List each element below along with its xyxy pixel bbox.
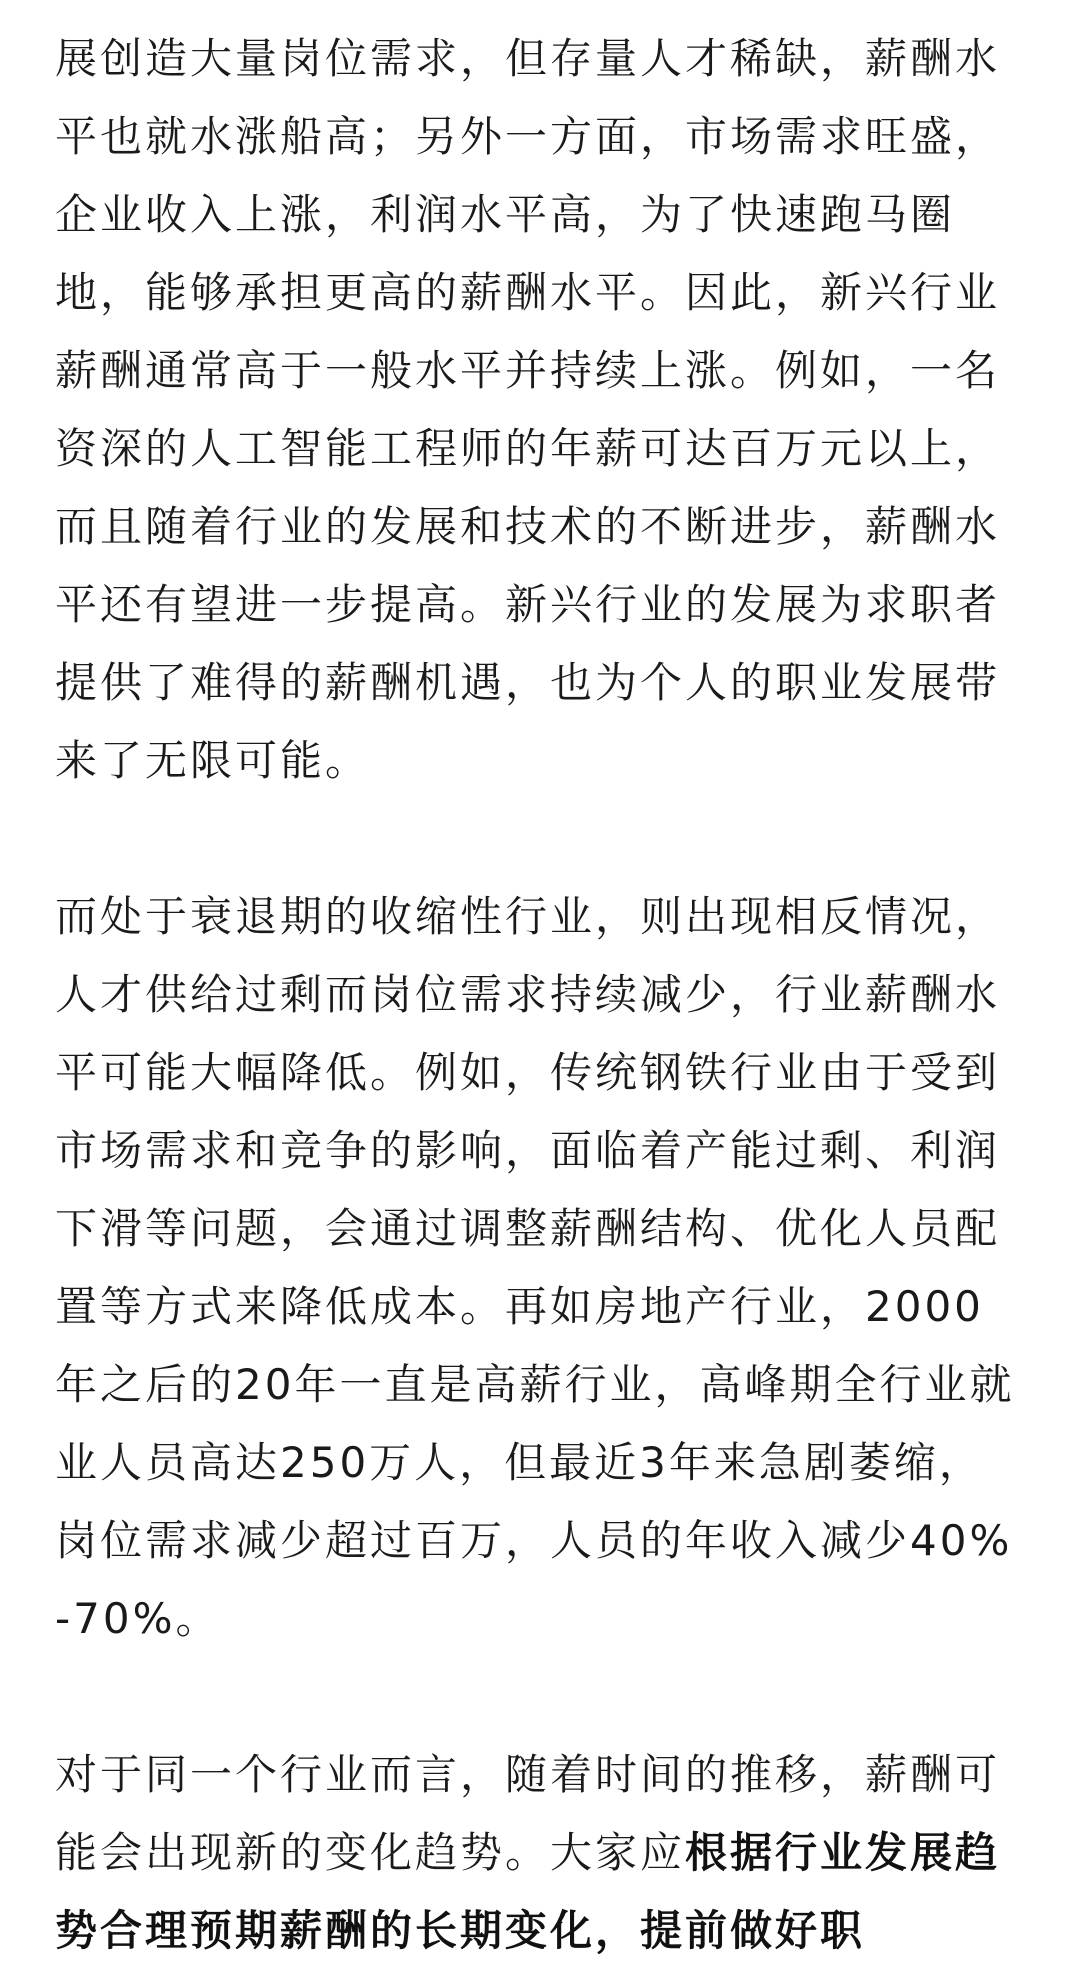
article-body bbox=[55, 0, 1025, 1970]
paragraph-same-industry-trend bbox=[55, 1736, 1025, 1970]
paragraph-text: 而处于衰退期的收缩性行业，则出现相反情况，人才供给过剩而岗位需求持续减少，行业薪酬水平可能大幅降低。例如，传统钢铁行业由于受到市场需求和竞争的影响，面临着产能过剩、利润下滑等问题，会通过调整薪酬结构、优化人员配置等方式来降低成本。再如房地产行业，2000年之后的20年一直是高薪行业，高峰期全行业就业人员高达250万人，但最近3年来急剧萎缩，岗位需求减少超过百万，人员的年收入减少40%-70%。 bbox=[55, 892, 1015, 1643]
paragraph-emerging-industries bbox=[55, 20, 1025, 800]
paragraph-declining-industries bbox=[55, 878, 1025, 1658]
paragraph-bold-emphasis: 根据行业发展趋势合理预期薪酬的长期变化，提前做好职 bbox=[55, 1828, 1001, 1955]
paragraph-text: 对于同一个行业而言，随着时间的推移，薪酬可能会出现新的变化趋势。大家应 bbox=[55, 1750, 1001, 1877]
paragraph-text: 展创造大量岗位需求，但存量人才稀缺，薪酬水平也就水涨船高；另外一方面，市场需求旺盛，企业收入上涨，利润水平高，为了快速跑马圈地，能够承担更高的薪酬水平。因此，新兴行业薪酬通常高于一般水平并持续上涨。例如，一名资深的人工智能工程师的年薪可达百万元以上，而且随着行业的发展和技术的不断进步，薪酬水平还有望进一步提高。新兴行业的发展为求职者提供了难得的薪酬机遇，也为个人的职业发展带来了无限可能。 bbox=[55, 34, 1001, 785]
